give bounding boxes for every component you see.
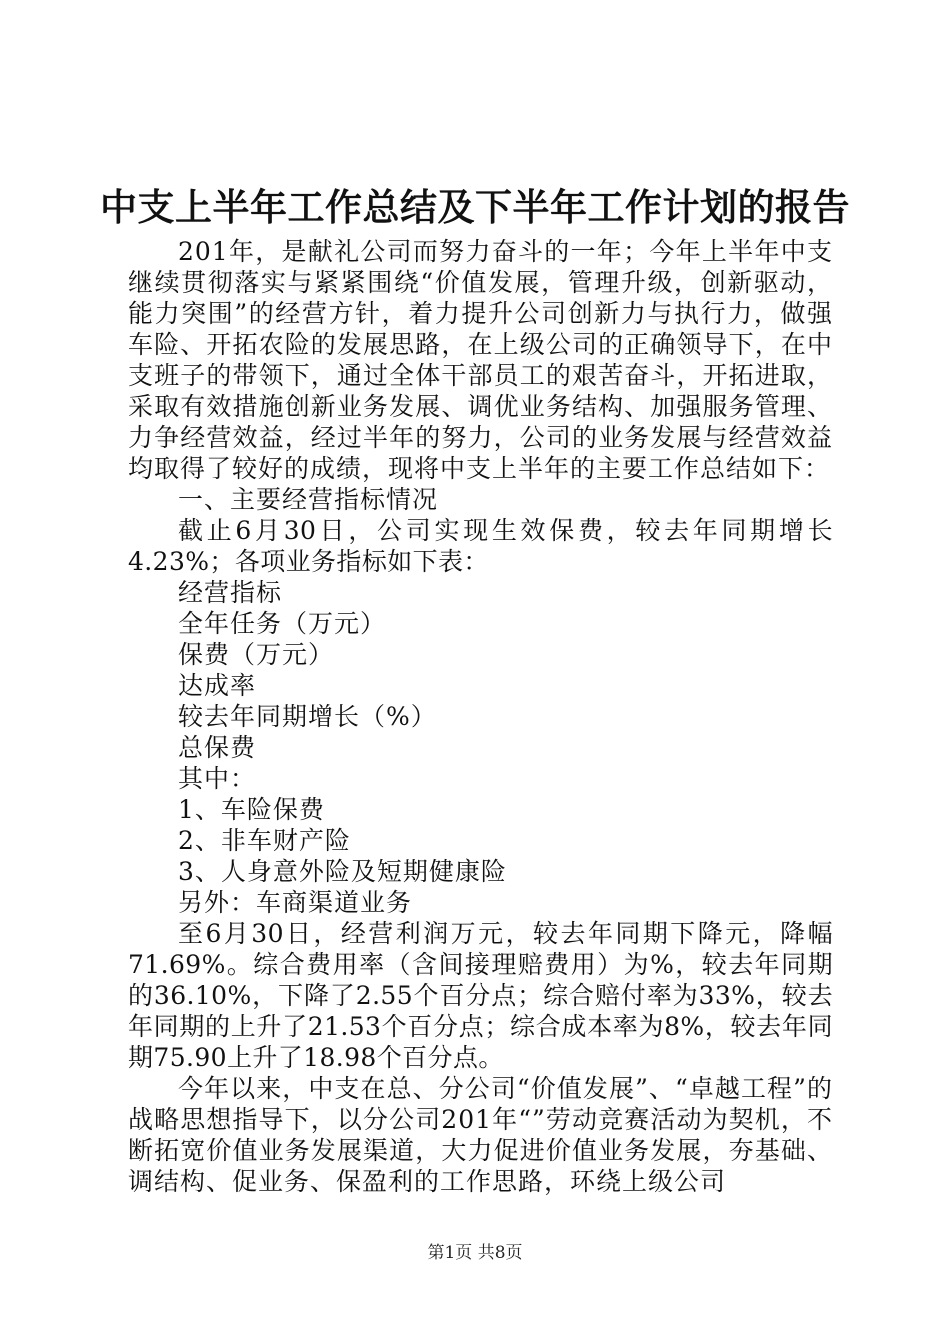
indicator-table-text <box>128 577 833 918</box>
page-number: 第1页 共8页 <box>427 1243 523 1263</box>
section-heading: 一、主要经营指标情况 <box>178 485 439 514</box>
document-title: 中支上半年工作总结及下半年工作计划的报告 <box>100 185 850 229</box>
closing-paragraph: 今年以来，中支在总、分公司“价值发展”、“卓越工程”的战略思想指导下，以分公司201年“”劳动竞赛活动为契机，不断拓宽价值业务发展渠道，大力促进价值业务发展，夯基础、调结构、促业务、保盈利的工作思路，环绕上级公司 <box>128 1074 833 1196</box>
table-item: 达成率 <box>178 671 257 700</box>
intro-paragraph: 201年，是献礼公司而努力奋斗的一年；今年上半年中支继续贯彻落实与紧紧围绕“价值发展，管理升级，创新驱动，能力突围”的经营方针，着力提升公司创新力与执行力，做强车险、开拓农险的发展思路，在上级公司的正确领导下，在中支班子的带领下，通过全体干部员工的艰苦奋斗，开拓进取，采取有效措施创新业务发展、调优业务结构、加强服务管理、力争经营效益，经过半年的努力，公司的业务发展与经营效益均取得了较好的成绩，现将中支上半年的主要工作总结如下： <box>128 237 833 483</box>
table-item: 经营指标 <box>178 578 283 607</box>
document-body <box>128 236 833 1197</box>
table-item: 总保费 <box>178 733 257 762</box>
indicator-paragraph: 截止6月30日，公司实现生效保费，较去年同期增长4.23%；各项业务指标如下表： <box>128 516 833 576</box>
table-item: 1、车险保费 <box>178 795 325 824</box>
table-item: 另外：车商渠道业务 <box>178 888 413 917</box>
table-item: 3、人身意外险及短期健康险 <box>178 857 507 886</box>
table-item: 保费（万元） <box>178 640 335 669</box>
table-item: 2、非车财产险 <box>178 826 351 855</box>
profit-paragraph: 至6月30日，经营利润万元，较去年同期下降元，降幅71.69%。综合费用率（含间接理赔费用）为%，较去年同期的36.10%，下降了2.55个百分点；综合赔付率为33%，较去年同期的上升了21.53个百分点；综合成本率为8%，较去年同期75.90上升了18.98个百分点。 <box>128 919 833 1072</box>
table-item: 其中： <box>178 764 257 793</box>
table-item: 较去年同期增长（%） <box>178 702 437 731</box>
table-item: 全年任务（万元） <box>178 609 387 638</box>
